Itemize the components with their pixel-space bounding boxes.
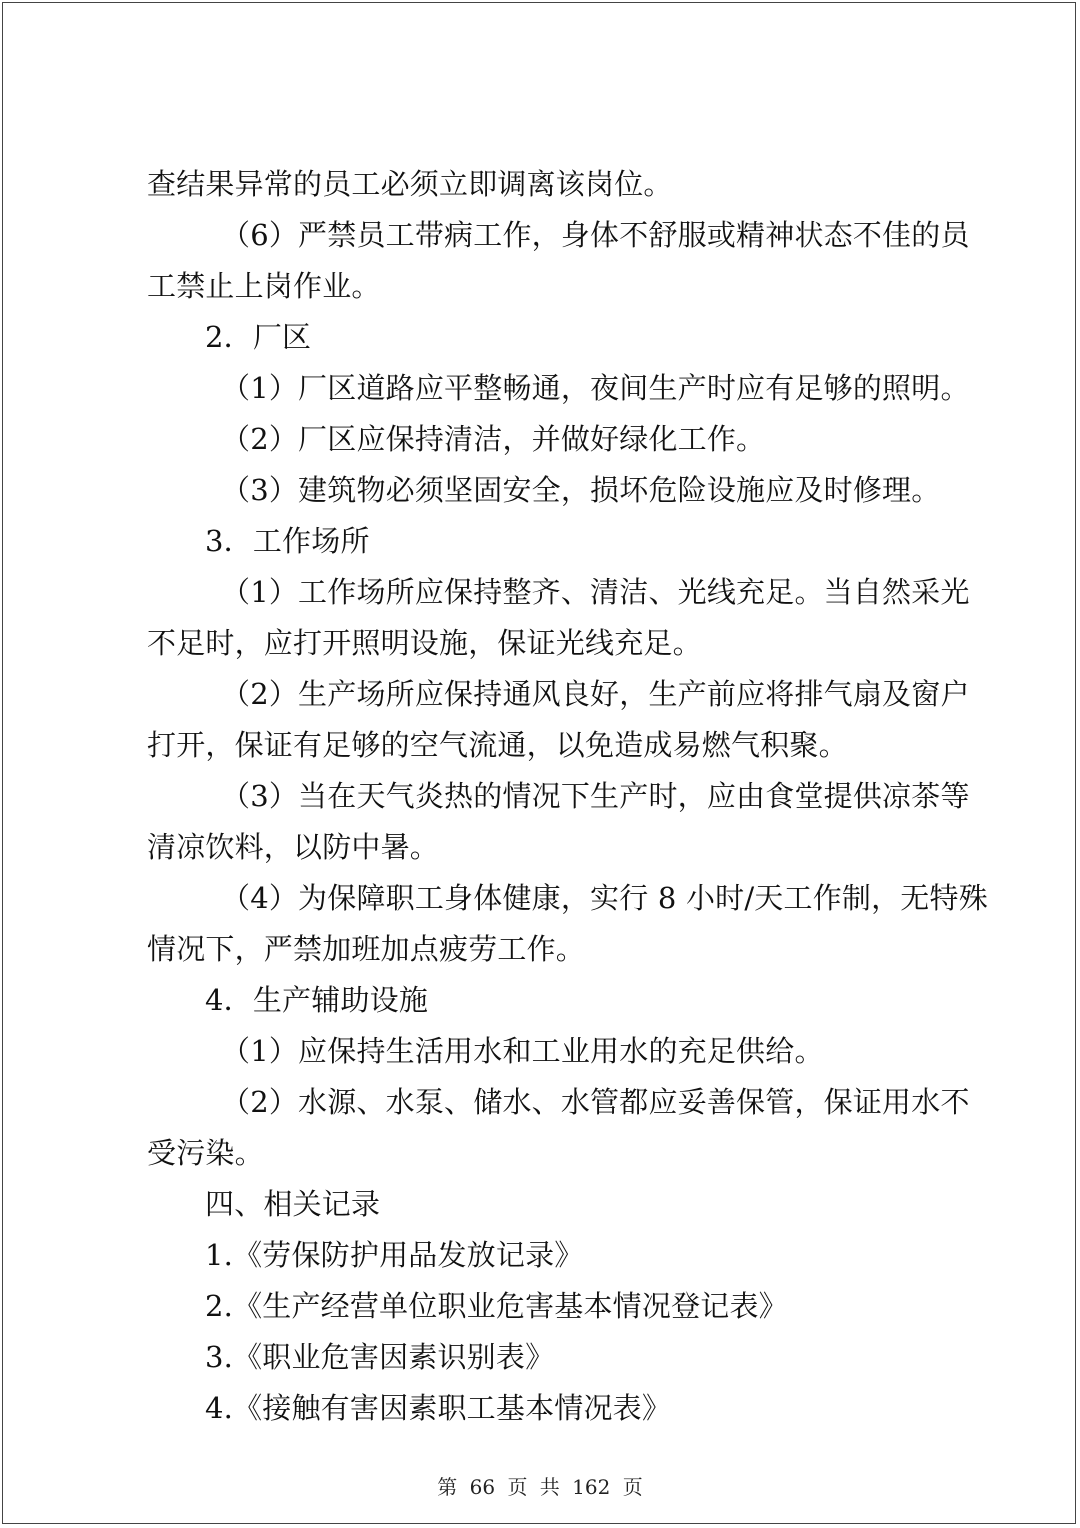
section-heading: 4．生产辅助设施 bbox=[205, 983, 429, 1017]
paragraph-line: 不足时，应打开照明设施，保证光线充足。 bbox=[147, 626, 702, 660]
paragraph-line: （1）厂区道路应平整畅通，夜间生产时应有足够的照明。 bbox=[221, 371, 970, 405]
section-heading: 3．工作场所 bbox=[205, 524, 370, 558]
paragraph-line: 情况下，严禁加班加点疲劳工作。 bbox=[147, 932, 586, 966]
section-heading: 2．厂区 bbox=[205, 320, 312, 354]
paragraph-line: （1）工作场所应保持整齐、清洁、光线充足。当自然采光 bbox=[221, 575, 970, 609]
paragraph-line: （1）应保持生活用水和工业用水的充足供给。 bbox=[221, 1034, 824, 1068]
paragraph-line: （4）为保障职工身体健康，实行 8 小时/天工作制，无特殊 bbox=[221, 881, 988, 915]
paragraph-line: （3）当在天气炎热的情况下生产时，应由食堂提供凉茶等 bbox=[221, 779, 970, 813]
record-item: 1.《劳保防护用品发放记录》 bbox=[205, 1238, 584, 1272]
document-page bbox=[2, 2, 1076, 1524]
paragraph-line: （6）严禁员工带病工作，身体不舒服或精神状态不佳的员 bbox=[221, 218, 970, 252]
paragraph-line: 受污染。 bbox=[147, 1136, 264, 1170]
paragraph-line: （2）水源、水泵、储水、水管都应妥善保管，保证用水不 bbox=[221, 1085, 970, 1119]
record-item: 2.《生产经营单位职业危害基本情况登记表》 bbox=[205, 1289, 788, 1323]
section-heading: 四、相关记录 bbox=[205, 1187, 381, 1221]
paragraph-line: 清凉饮料，以防中暑。 bbox=[147, 830, 440, 864]
paragraph-line: 查结果异常的员工必须立即调离该岗位。 bbox=[147, 167, 673, 201]
record-item: 4.《接触有害因素职工基本情况表》 bbox=[205, 1391, 672, 1425]
paragraph-line: （2）厂区应保持清洁，并做好绿化工作。 bbox=[221, 422, 766, 456]
paragraph-line: 工禁止上岗作业。 bbox=[147, 269, 381, 303]
paragraph-line: （2）生产场所应保持通风良好，生产前应将排气扇及窗户 bbox=[221, 677, 970, 711]
paragraph-line: 打开，保证有足够的空气流通，以免造成易燃气积聚。 bbox=[147, 728, 848, 762]
page-number: 第 66 页 共 162 页 bbox=[437, 1475, 643, 1499]
record-item: 3.《职业危害因素识别表》 bbox=[205, 1340, 555, 1374]
paragraph-line: （3）建筑物必须坚固安全，损坏危险设施应及时修理。 bbox=[221, 473, 941, 507]
